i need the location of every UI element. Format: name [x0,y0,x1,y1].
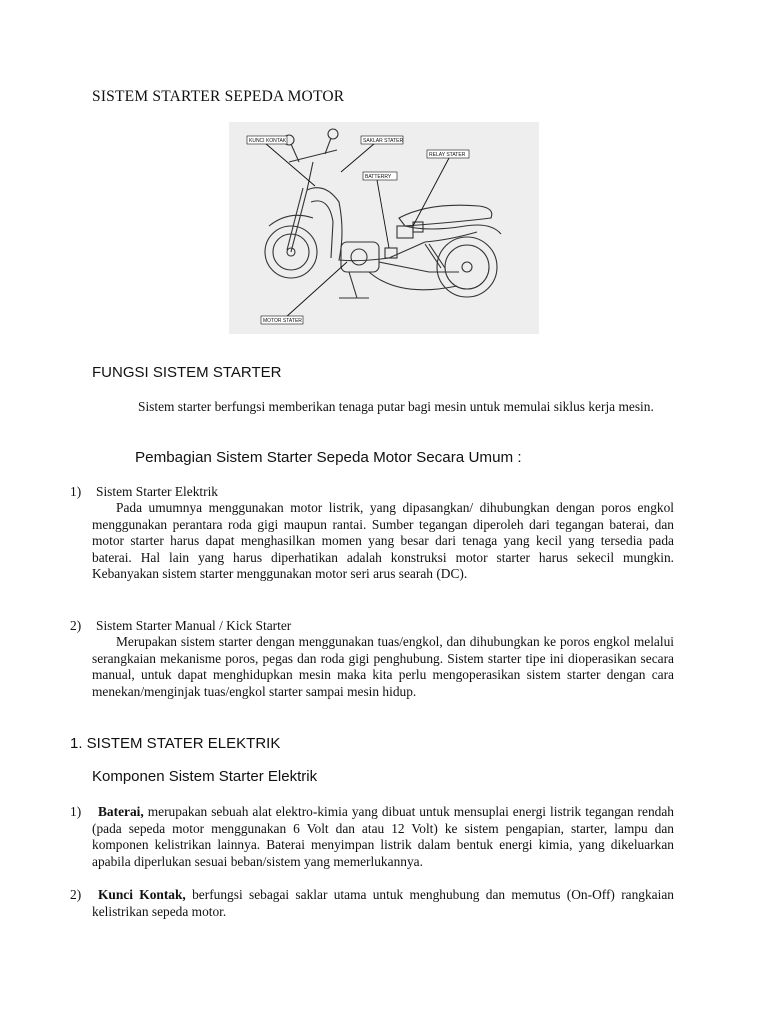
komponen-item-number: 2) [70,887,82,902]
fungsi-paragraph: Sistem starter berfungsi memberikan tenaga putar bagi mesin untuk memulai siklus kerja mesin. [138,399,654,414]
page-title: SISTEM STARTER SEPEDA MOTOR [92,88,345,105]
pembagian-item-number: 1) [70,484,82,499]
label-kunci-kontak: KUNCI KONTAK [249,138,287,144]
label-battery: BATTERRY [365,174,392,180]
fungsi-heading: FUNGSI SISTEM STARTER [92,364,282,381]
label-motor-starter: MOTOR STATER [263,318,302,324]
motorcycle-starter-diagram [229,122,539,334]
komponen-item-text [92,887,674,920]
section-heading: 1. SISTEM STATER ELEKTRIK [70,735,281,752]
pembagian-item-text: Merupakan sistem starter dengan menggunakan tuas/engkol, dan dihubungkan ke poros engkol melalui serangkaian mekanisme poros, pegas dan roda gigi penghubung. Sistem starter tipe ini dioperasikan secara manual, untuk dapat menghidupkan mesin maka kita perlu mengoperasikan sistem starter dengan cara menekan/menginjak tuas/engkol starter sampai mesin hidup. [92,634,674,699]
label-saklar-starter: SAKLAR STATER [363,138,404,144]
komponen-description: merupakan sebuah alat elektro-kimia yang dibuat untuk mensuplai energi listrik tegangan rendah (pada sepeda motor menggunakan 6 Volt dan atau 12 Volt) ke sistem pengapian, starter, lampu dan komponen kelistrikan lainnya. Baterai menyimpan listrik dalam bentuk energi kimia, yang dikeluarkan apabila diperlukan sesuai beban/sistem yang memerlukannya. [92,804,674,869]
pembagian-item-title: Sistem Starter Elektrik [96,484,218,499]
pembagian-item-number: 2) [70,618,82,633]
motorcycle-illustration [229,122,539,334]
pembagian-item-text: Pada umumnya menggunakan motor listrik, yang dipasangkan/ dihubungkan dengan poros engkol menggunakan perantara roda gigi maupun rantai. Sumber tegangan diperoleh dari tegangan baterai, dan motor starter harus dapat menghasilkan momen yang besar dari tenaga yang kecil yang tersedia pada baterai. Hal lain yang harus diperhatikan adalah konstruksi motor starter harus sekecil mungkin. Kebanyakan sistem starter menggunakan motor seri arus searah (DC). [92,500,674,581]
komponen-item-text [92,804,674,870]
komponen-term: Kunci Kontak, [98,887,186,902]
label-relay-starter: RELAY STATER [429,152,466,158]
komponen-description: berfungsi sebagai saklar utama untuk menghubung dan memutus (On-Off) rangkaian kelistrikan sepeda motor. [92,887,674,919]
komponen-term: Baterai, [98,804,144,819]
komponen-item-number: 1) [70,804,82,819]
pembagian-heading: Pembagian Sistem Starter Sepeda Motor Secara Umum : [135,449,522,466]
pembagian-item-title: Sistem Starter Manual / Kick Starter [96,618,292,633]
section-subheading: Komponen Sistem Starter Elektrik [92,768,318,785]
